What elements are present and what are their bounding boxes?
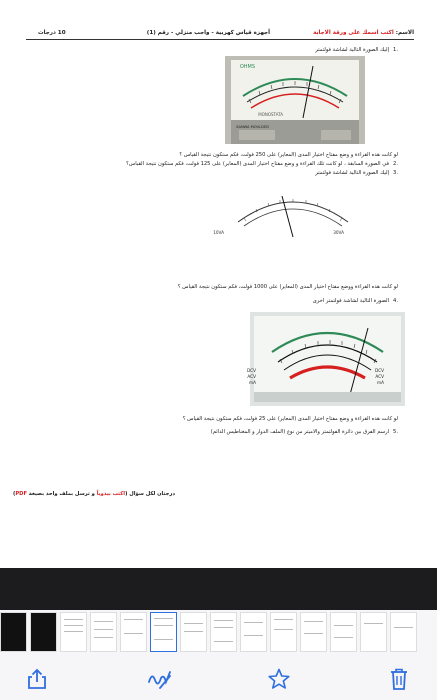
meter-4-ma-left: mA [249, 380, 256, 385]
page-thumbnail[interactable] [210, 612, 237, 652]
footer-note [13, 491, 175, 497]
page-thumbnail[interactable] [390, 612, 417, 652]
question-number: .5 [393, 429, 398, 435]
page-thumbnail[interactable] [120, 612, 147, 652]
page-thumbnail[interactable] [0, 612, 27, 652]
share-button[interactable] [24, 666, 50, 692]
question-1 [315, 47, 398, 53]
header-title: أجهزة قياس كهربية - واجب منزلي - رقم (1) [146, 30, 270, 36]
footer-note-mid: و ترسل بملف واحد بصيغة [27, 491, 97, 497]
page-thumbnail[interactable] [30, 612, 57, 652]
page-thumbnail[interactable] [270, 612, 297, 652]
markup-icon [146, 668, 172, 690]
question-4 [313, 298, 398, 304]
meter-4-acv-right: ACV [375, 374, 384, 379]
page-thumbnail[interactable] [90, 612, 117, 652]
meter-4-dcv-left: DCV [246, 368, 256, 373]
meter-3-image [213, 182, 368, 238]
delete-button[interactable] [386, 666, 412, 692]
analog-meter-1 [225, 56, 365, 144]
question-5 [211, 429, 398, 435]
question-number: .2 [393, 161, 398, 167]
analog-meter-4 [246, 312, 405, 406]
share-icon [26, 668, 48, 690]
footer-note-suffix: ) [12, 491, 16, 497]
question-4-followup: لو كانت هذه القراءة و وضع مفتاح اختيار المدى (المعاير) على 25 فولت، فكم ستكون نتيجة القياس ؟ [182, 416, 398, 422]
viewer-toolbar [0, 656, 437, 700]
header-divider [26, 39, 414, 40]
question-text: ارسم الفرق بين دائرة الفولتمتر والاميتر من نوع (الملف الدوار و المغناطيس الدائم) [210, 429, 390, 435]
question-number: .3 [393, 170, 398, 176]
page-thumbnail-selected[interactable] [150, 612, 177, 652]
header-answer-note: اكتب اسمك على ورقة الاجابة [313, 30, 394, 36]
page-thumbnails [0, 612, 437, 656]
analog-meter-3 [213, 182, 368, 238]
question-number: .1 [393, 47, 398, 53]
meter-4-acv-left: ACV [247, 374, 256, 379]
page-thumbnail[interactable] [330, 612, 357, 652]
question-3-followup: لو كانت هذه القراءة ووضع مفتاح اختيار المدى (المعاير) على 1000 فولت، فكم ستكون نتيجة القياس ؟ [177, 284, 398, 290]
page-thumbnail[interactable] [240, 612, 267, 652]
worksheet [12, 22, 420, 562]
meter-1-brand: MONOSTATA [258, 112, 283, 117]
question-3 [315, 170, 398, 176]
question-text: إليك الصورة التالية لشاشة فولتمتر [315, 47, 390, 53]
header-grade: 10 درجات [38, 30, 66, 36]
page-thumbnail[interactable] [180, 612, 207, 652]
footer-note-prefix: درجتان لكل سؤال ( [125, 491, 175, 497]
favorite-button[interactable] [266, 666, 292, 692]
header-name [313, 30, 414, 36]
meter-4-ma-right: mA [377, 380, 384, 385]
meter-4-dcv-right: DCV [374, 368, 384, 373]
question-1-followup: لو كانت هذه القراءة و وضع مفتاح اختيار المدى (المعاير) على 250 فولت، فكم ستكون نتيجة القياس ؟ [179, 152, 398, 158]
footer-note-write: اكتب بيدوياً [96, 491, 126, 497]
question-2 [126, 161, 398, 167]
header-name-label: الاسم: [395, 30, 414, 36]
meter-1-ohms-label: OHMS [239, 64, 255, 70]
markup-button[interactable] [146, 666, 172, 692]
meter-1-model: SANWA MOULDED [236, 125, 269, 129]
meter-3-left-label: 10VA [213, 230, 224, 235]
page-thumbnail[interactable] [360, 612, 387, 652]
meter-1-image [225, 56, 365, 144]
question-text: إليك الصورة التالية لشاشة فولتمتر [315, 170, 390, 176]
meter-3-right-label: 30VA [333, 230, 344, 235]
footer-note-pdf: PDF [15, 491, 27, 497]
meter-4-image [246, 312, 405, 406]
question-text: الصورة التالية لشاشة فولتمتر اخرى [312, 298, 390, 304]
question-number: .4 [393, 298, 398, 304]
viewer-dark-strip [0, 568, 437, 610]
question-text: في الصورة السابقة ، لو كانت تلك القراءة و وضع مفتاح اختيار المدى (المعاير) على 125 فولت، فكم ستكون نتيجة القياس؟ [126, 161, 390, 167]
page-thumbnail[interactable] [60, 612, 87, 652]
trash-icon [388, 667, 410, 691]
page-thumbnail[interactable] [300, 612, 327, 652]
star-icon [267, 667, 291, 691]
